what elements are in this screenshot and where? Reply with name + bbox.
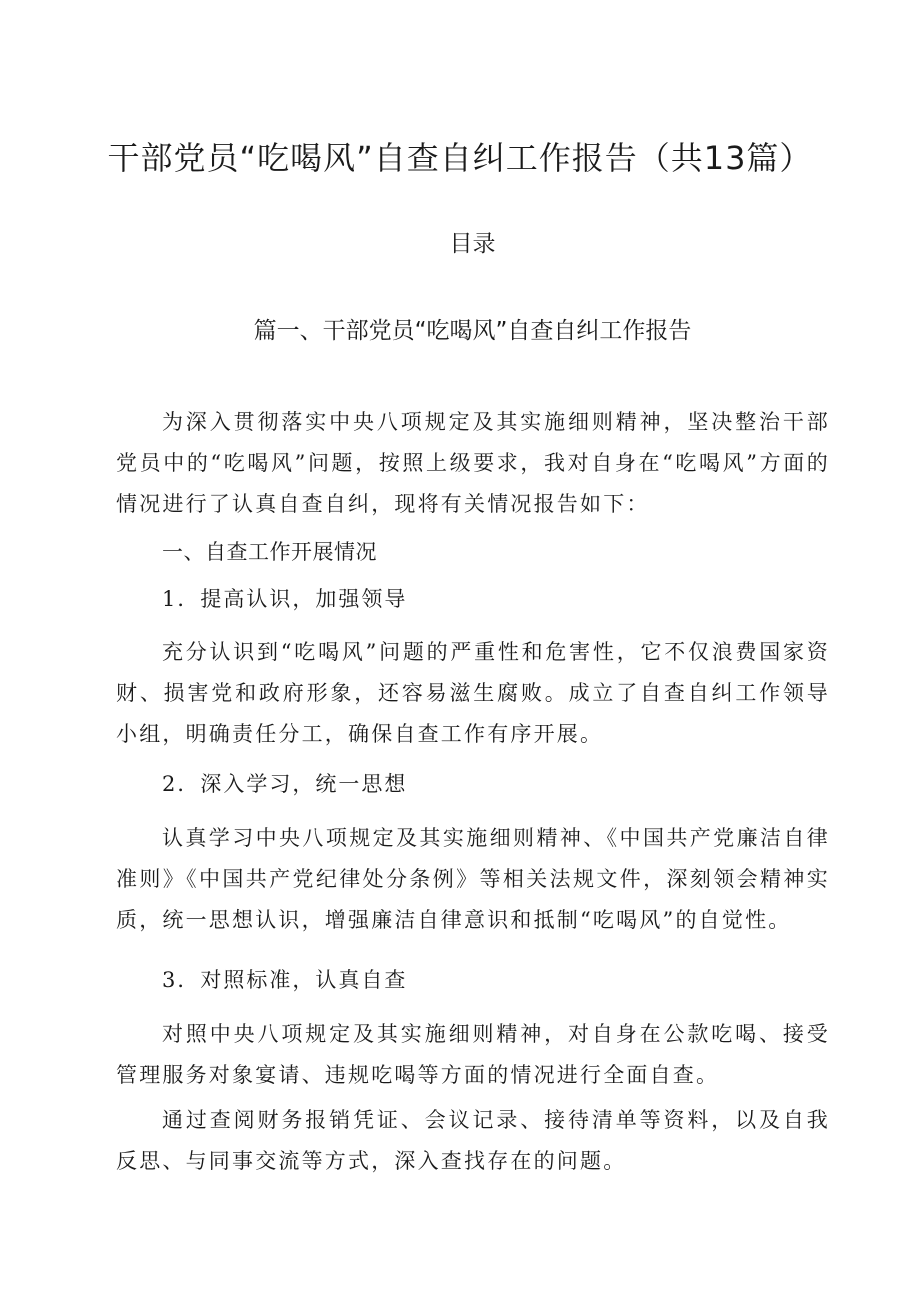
item-heading-1: 1．提高认识，加强领导 bbox=[162, 587, 408, 611]
section-heading: 一、自查工作开展情况 bbox=[162, 540, 377, 564]
intro-paragraph: 为深入贯彻落实中央八项规定及其实施细则精神，坚决整治干部党员中的“吃喝风”问题，按照上级要求，我对自身在“吃喝风”方面的情况进行了认真自查自纠，现将有关情况报告如下： bbox=[116, 410, 830, 516]
item-paragraph-1: 充分认识到“吃喝风”问题的严重性和危害性，它不仅浪费国家资财、损害党和政府形象，还容易滋生腐败。成立了自查自纠工作领导小组，明确责任分工，确保自查工作有序开展。 bbox=[116, 640, 830, 746]
item-paragraph-3a: 对照中央八项规定及其实施细则精神，对自身在公款吃喝、接受管理服务对象宴请、违规吃喝等方面的情况进行全面自查。 bbox=[116, 1022, 830, 1087]
toc-heading: 目录 bbox=[449, 231, 496, 257]
document-title: 干部党员“吃喝风”自查自纠工作报告（共13篇） bbox=[107, 139, 813, 177]
item-paragraph-2: 认真学习中央八项规定及其实施细则精神、《中国共产党廉洁自律准则》《中国共产党纪律处分条例》等相关法规文件，深刻领会精神实质，统一思想认识，增强廉洁自律意识和抵制“吃喝风”的自觉性。 bbox=[116, 826, 830, 932]
chapter-heading: 篇一、干部党员“吃喝风”自查自纠工作报告 bbox=[253, 318, 692, 344]
item-heading-3: 3．对照标准，认真自查 bbox=[162, 968, 408, 992]
item-heading-2: 2．深入学习，统一思想 bbox=[162, 772, 408, 796]
item-paragraph-3b: 通过查阅财务报销凭证、会议记录、接待清单等资料，以及自我反思、与同事交流等方式，深入查找存在的问题。 bbox=[116, 1108, 830, 1173]
